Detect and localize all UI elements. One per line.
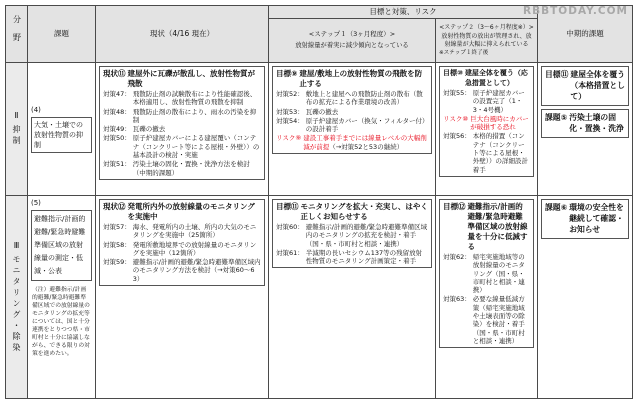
step1-cell	[269, 196, 436, 399]
midterm-heading	[545, 202, 625, 235]
goal-label: 目標⑨	[276, 69, 298, 78]
measure-label: 対策55：	[443, 89, 471, 97]
goal-heading	[443, 69, 530, 88]
measure-item	[103, 160, 261, 177]
goal-label: 目標⑪	[276, 202, 299, 211]
header-goals: 目標と対策、リスク	[269, 6, 538, 19]
risk-text: 建設工事着手までには線量レベルの大幅削減が前提	[303, 134, 427, 151]
field-wrapper	[6, 111, 27, 147]
header-step1	[269, 19, 436, 63]
risk-label: リスク⑩	[443, 114, 469, 123]
measure-text: 飛散防止剤の散布により、雨水の汚染を抑制	[132, 107, 257, 124]
goal-label: 目標⑫	[443, 202, 466, 211]
goal-heading	[276, 69, 428, 89]
measure-text: 本格的措置（コンテナ（コンクリート等による屋根・外壁））の詳細設計着手	[472, 132, 529, 174]
midterm-heading	[545, 69, 625, 102]
measure-text: 敷地上と建屋への飛散防止剤の散布（散布の拡充による作業環境の改善）	[305, 90, 423, 107]
measure-label: 対策61：	[276, 248, 304, 257]
status-label: 現状⑪	[103, 69, 126, 78]
field-name: 抑制	[12, 125, 21, 147]
midterm-label: 課題⑥	[545, 203, 568, 212]
header-midterm: 中期的課題	[538, 6, 633, 63]
midterm-label: 課題⑤	[545, 113, 568, 122]
measure-item	[103, 223, 261, 240]
step2-box	[439, 199, 534, 348]
measure-text: 海水、発電所内の土壌、所内の大気のモニタリングを実施中（25箇所）	[132, 223, 257, 240]
issue-cell	[28, 196, 96, 399]
status-cell	[96, 63, 269, 196]
table-row	[6, 196, 633, 399]
measure-label: 対策58：	[103, 240, 131, 249]
measure-text: 原子炉建屋カバーによる建屋覆い（コンテナ（コンクリート等による屋根・外壁））の基本設計の検討・実施	[132, 134, 260, 160]
measure-label: 対策52：	[276, 90, 304, 98]
measure-text: 瓦礫の撤去	[305, 107, 339, 116]
field-cell	[6, 63, 28, 196]
header-field	[6, 6, 28, 63]
issue-number: (4)	[31, 106, 41, 114]
measure-label: 対策48：	[103, 107, 131, 116]
measure-text: 発電所敷地境界での放射線量のモニタリングを実施中（12箇所）	[132, 240, 257, 257]
measure-label: 対策47：	[103, 90, 131, 98]
measure-item	[443, 132, 530, 173]
measure-item	[276, 223, 428, 248]
goal-text: 建屋全体を覆う（応急措置として）	[464, 69, 528, 87]
measure-item	[443, 253, 530, 294]
step2-note: ※ステップ１終了後	[439, 49, 489, 56]
measure-label: 対策62：	[443, 253, 471, 261]
step2-cell	[436, 196, 538, 399]
header-step2	[436, 19, 538, 63]
measure-item	[103, 241, 261, 258]
goal-heading	[443, 202, 530, 252]
midterm-box	[541, 199, 629, 239]
measure-item	[276, 117, 428, 134]
risk-item	[443, 115, 530, 132]
status-label: 現状⑫	[103, 202, 126, 211]
issue-number: (5)	[31, 199, 41, 207]
risk-body	[303, 134, 428, 151]
measure-text: 帰宅実施地域等の放射線量のモニタリング（国・県・市町村と相談・連携）	[472, 253, 525, 295]
measure-label: 対策57：	[103, 223, 131, 231]
goal-text: 建屋/敷地上の放射性物質の飛散を防止する	[299, 69, 423, 88]
measure-text: 避難指示/計画的避難/緊急時避難準備区域内のモニタリングの拡充を検討・着手（国・県・市町村と相談・連携）	[305, 223, 428, 248]
measure-item	[103, 258, 261, 283]
measure-label: 対策49：	[103, 125, 131, 134]
measure-label: 対策60：	[276, 223, 304, 231]
midterm-cell	[538, 63, 633, 196]
measure-item	[443, 295, 530, 345]
measure-item	[103, 108, 261, 125]
status-box	[99, 66, 265, 180]
measure-label: 対策54：	[276, 116, 304, 125]
step2-description: 放射性物質の放出が管理され、放射線量が大幅に抑えられている	[441, 32, 532, 48]
status-cell	[96, 196, 269, 399]
midterm-text: 建屋全体を覆う（本格措置として）	[570, 70, 625, 101]
measure-text: 避難指示/計画的避難/緊急時避難準備区域内のモニタリング方法を検討（→対策60～63）	[132, 258, 261, 283]
step1-title: <ステップ１（3ヶ月程度）>	[308, 30, 396, 39]
step1-box	[272, 66, 432, 154]
field-name: モニタリング・除染	[12, 254, 21, 354]
midterm-text: 環境の安全性を継続して確認・お知らせ	[569, 203, 624, 234]
header-issue: 課題	[28, 6, 96, 63]
measure-label: 対策63：	[443, 295, 471, 304]
status-box	[99, 199, 265, 286]
measure-text: 瓦礫の撤去	[132, 125, 166, 134]
midterm-text: 汚染土壌の固化・置換・洗浄	[569, 113, 624, 133]
measure-item	[103, 134, 261, 159]
step2-title: <ステップ２（3～6ヶ月程度※）>	[439, 23, 534, 31]
midterm-box	[541, 109, 629, 138]
measure-text: 汚染土壌の固化・置換・洗浄方法を検討（中期的課題）	[132, 160, 250, 177]
risk-item	[276, 134, 428, 151]
header-field-label: 分野	[12, 14, 22, 51]
header-status: 現状（4/16 現在）	[96, 6, 269, 63]
measure-text: 飛散防止剤の試験散布により性能確認後、本格適用し、放射性物質の飛散を抑制	[132, 90, 257, 107]
goal-text: モニタリングを拡大・充実し、はやく正しくお知らせする	[300, 202, 428, 221]
measure-label: 対策53：	[276, 107, 304, 116]
measure-item	[276, 90, 428, 107]
measure-text: 必要な線量低減方策（帰宅実施地域や土壌表面等の除染）を検討・着手（国・県・市町村と相談・連携）	[472, 295, 525, 345]
status-text: 建屋外に瓦礫が散乱し、放射性物質が飛散	[127, 69, 255, 88]
measure-text: 半減期の長いセシウム137等の残留放射性物質のモニタリング計画策定・着手	[305, 248, 423, 266]
table-row	[6, 63, 633, 196]
field-numeral: Ⅲ	[13, 240, 20, 250]
midterm-heading	[545, 112, 625, 134]
status-text: 発電所内外の放射線量のモニタリングを実施中	[127, 202, 255, 221]
measure-text: 原子炉建屋カバーの設置完了（1・3・4号機）	[472, 89, 525, 114]
status-heading	[103, 69, 261, 89]
step1-description: 放射線量が着実に減少傾向となっている	[295, 42, 409, 50]
step1-box	[272, 199, 432, 268]
field-numeral: Ⅱ	[14, 111, 19, 120]
goal-text: 避難指示/計画的避難/緊急時避難準備区域の放射線量を十分に低減する	[467, 202, 528, 251]
measure-item	[276, 108, 428, 116]
status-heading	[103, 202, 261, 222]
issue-cell	[28, 63, 96, 196]
step1-cell	[269, 63, 436, 196]
goal-label: 目標⑩	[443, 69, 463, 77]
measure-label: 対策50：	[103, 134, 131, 143]
risk-label: リスク⑨	[276, 134, 302, 143]
midterm-label: 目標⑪	[545, 70, 569, 79]
measure-text: 原子炉建屋カバー（換気・フィルター付）の設計着手	[305, 116, 426, 134]
issue-note: （注）避難指示/計画的避難/緊急時避難準備区域での放射線量のモニタリングの拡充等については、国と十分連携をとりつつ県・市町村と十分に協議しながら、できる限りの対策を進めたい。	[32, 287, 90, 357]
field-cell	[6, 196, 28, 399]
step2-box	[439, 66, 534, 177]
measure-item	[276, 249, 428, 266]
watermark-text: RBBTODAY.COM	[523, 5, 628, 17]
measure-item	[103, 90, 261, 107]
issue-title: 避難指示/計画的避難/緊急時避難準備区域の放射線量の測定・低減・公表	[31, 210, 92, 281]
issue-title: 大気・土壌での放射性物質の抑制	[31, 117, 92, 153]
field-wrapper	[6, 241, 27, 354]
roadmap-table	[5, 5, 633, 399]
measure-item	[443, 89, 530, 114]
goal-heading	[276, 202, 428, 222]
risk-text: 巨大台風時にカバーが破損する恐れ	[470, 114, 529, 132]
measure-label: 対策51：	[103, 160, 131, 169]
step2-cell	[436, 63, 538, 196]
measure-item	[103, 125, 261, 133]
midterm-box	[541, 66, 629, 106]
risk-note: （→対策52と53の継続）	[329, 142, 404, 151]
measure-label: 対策56：	[443, 132, 471, 141]
measure-label: 対策59：	[103, 258, 131, 267]
midterm-cell	[538, 196, 633, 399]
